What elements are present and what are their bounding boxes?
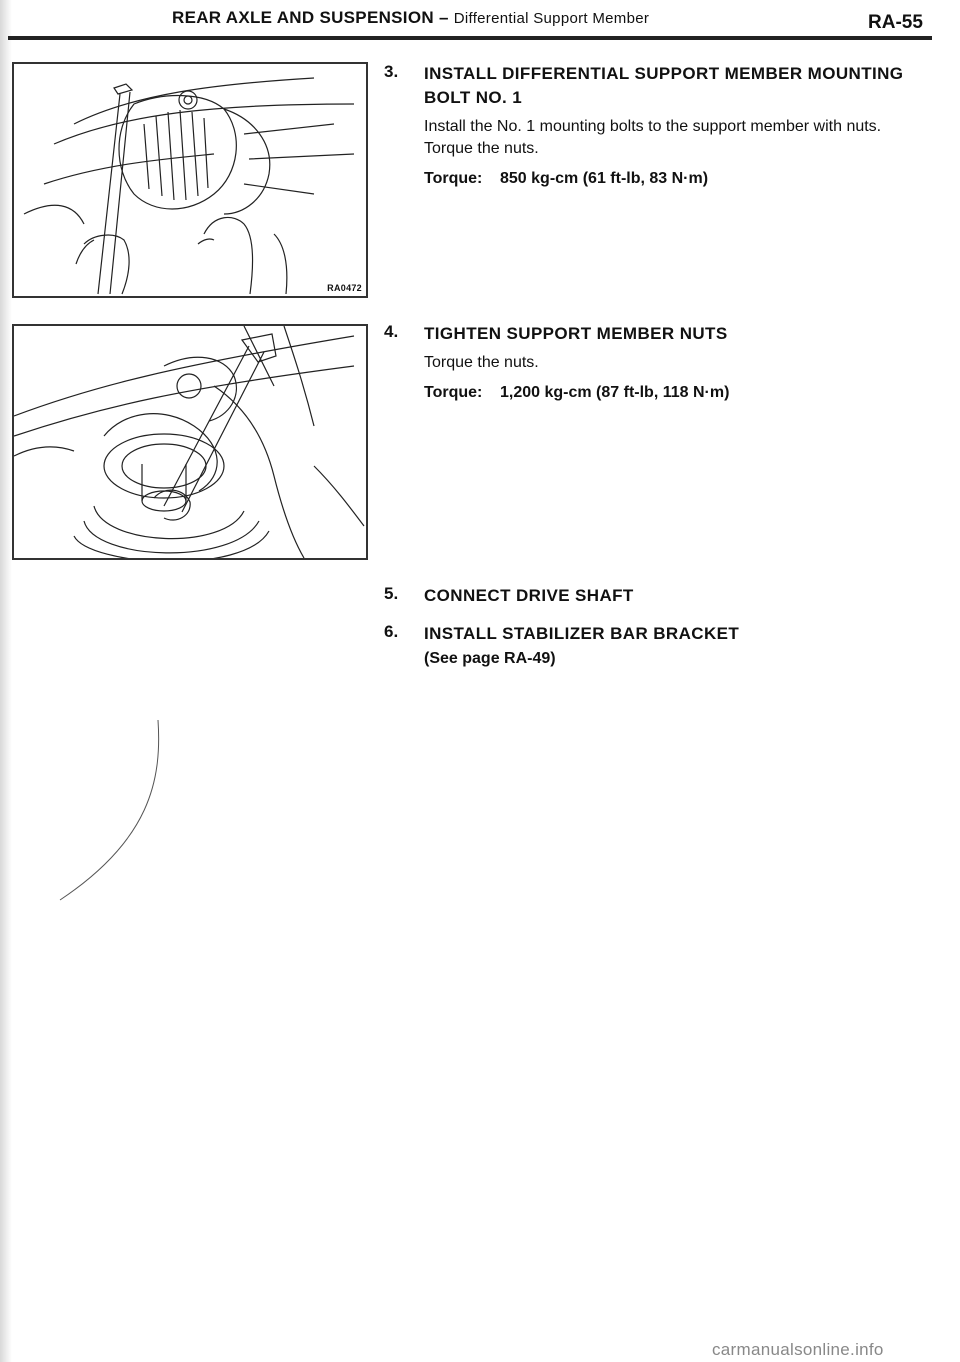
section-title xyxy=(172,8,649,28)
torque-value: 850 kg-cm (61 ft-lb, 83 N·m) xyxy=(500,170,709,187)
figure-tighten-support-nuts xyxy=(12,324,368,560)
step-title: INSTALL DIFFERENTIAL SUPPORT MEMBER MOUNTING BOLT NO. 1 xyxy=(424,64,904,107)
step-title: CONNECT DRIVE SHAFT xyxy=(424,586,634,605)
section-title-main: REAR AXLE AND SUSPENSION xyxy=(172,8,434,27)
step-instruction: Install the No. 1 mounting bolts to the support member with nuts. Torque the nuts. xyxy=(424,118,882,157)
torque-spec xyxy=(424,168,924,190)
scan-edge xyxy=(0,0,12,1362)
step-number: 6. xyxy=(384,622,399,641)
step-number: 3. xyxy=(384,62,399,81)
header-rule xyxy=(8,36,932,40)
step-title: TIGHTEN SUPPORT MEMBER NUTS xyxy=(424,324,728,343)
wrench-on-differential-bolt-illustration-icon xyxy=(14,64,366,296)
torque-label: Torque: xyxy=(424,170,483,187)
torque-spec xyxy=(424,382,924,404)
figure-code: RA0472 xyxy=(327,283,362,293)
torque-value: 1,200 kg-cm (87 ft-lb, 118 N·m) xyxy=(500,384,730,401)
title-separator: – xyxy=(433,8,454,27)
section-subtitle: Differential Support Member xyxy=(453,10,650,27)
step-title: INSTALL STABILIZER BAR BRACKET xyxy=(424,624,740,643)
wrench-on-support-member-nut-illustration-icon xyxy=(14,326,366,558)
figure-install-mounting-bolt xyxy=(12,62,368,298)
page-header xyxy=(0,0,960,40)
torque-label: Torque: xyxy=(424,384,483,401)
page-reference: (See page RA-49) xyxy=(424,650,556,667)
page-number: RA-55 xyxy=(868,12,923,33)
footer-watermark: carmanualsonline.info xyxy=(712,1340,884,1359)
step-number: 4. xyxy=(384,322,399,341)
step-number: 5. xyxy=(384,584,399,603)
step-instruction: Torque the nuts. xyxy=(424,354,539,371)
